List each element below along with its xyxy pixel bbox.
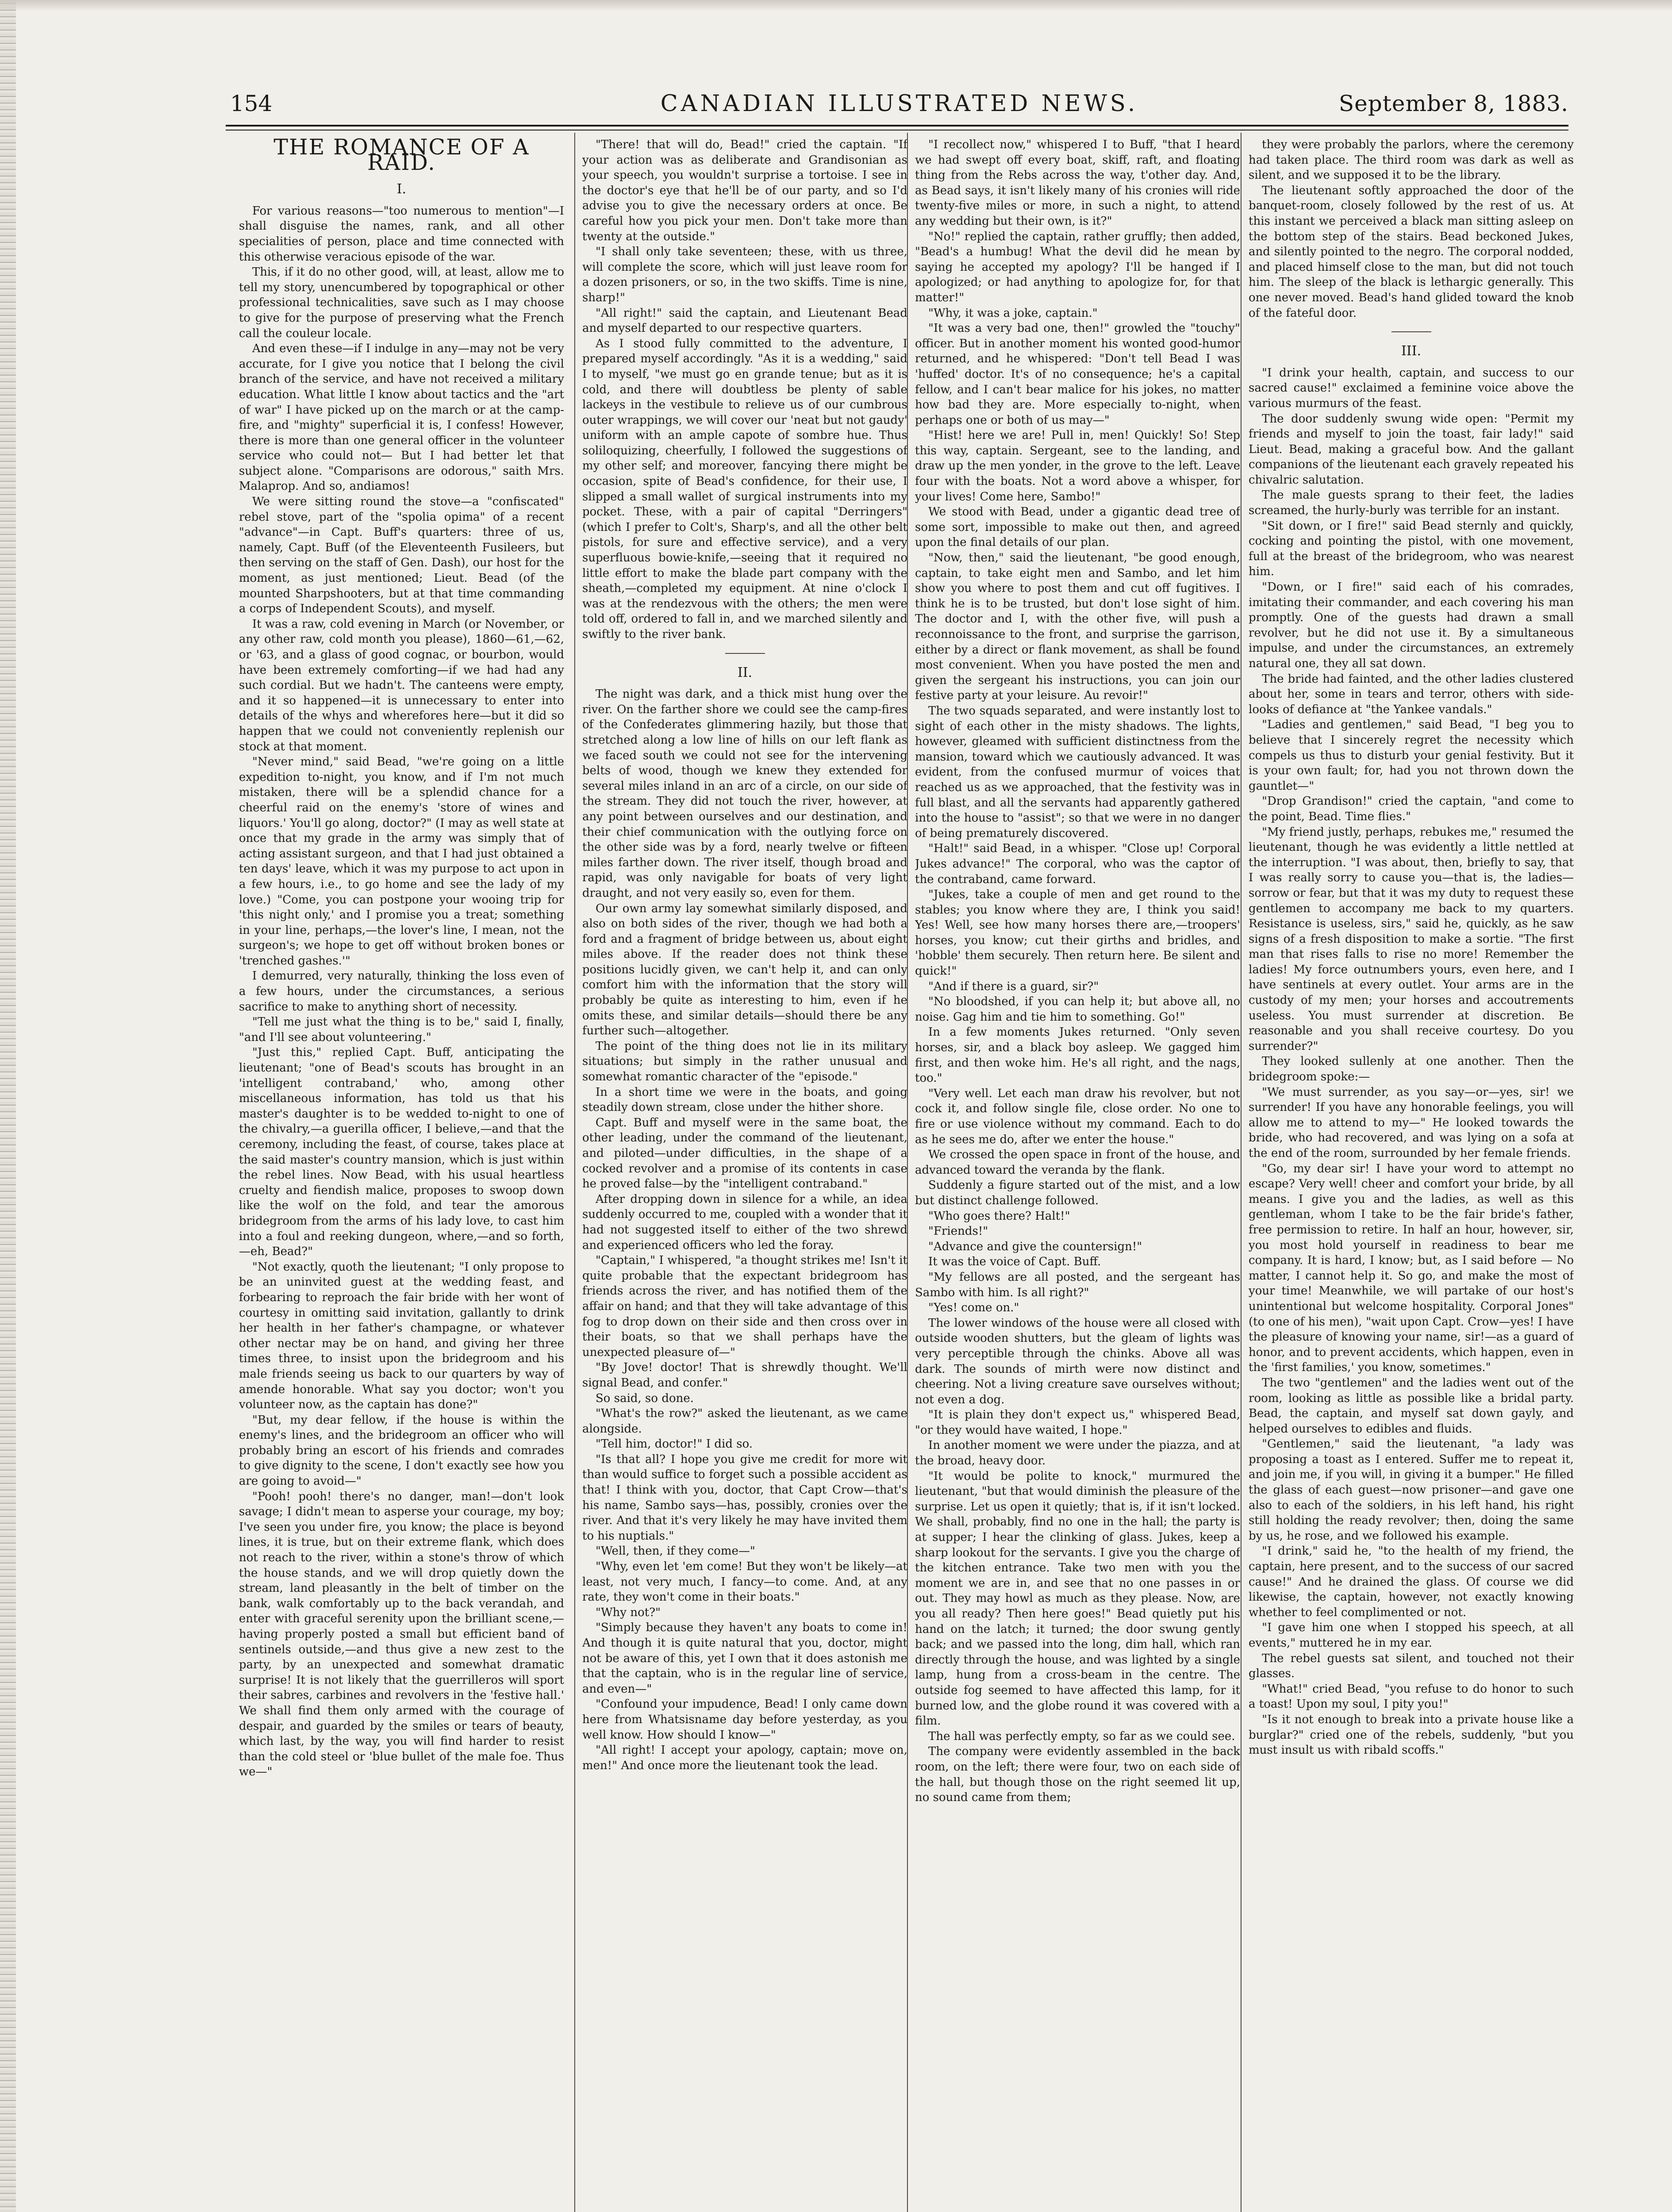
paragraph: "Not exactly, quoth the lieutenant; "I only propose to be an uninvited guest at the wedding feast, and forbearing to reproach the fair bride with her wont of courtesy in omitting said invitation, gallantly to drink her health in her father's champagne, or whatever other nectar may be on hand, and giving her three times three, to insist upon the bridegroom and his male friends seeing us back to our quarters by way of amende honorable. What say you doctor; won't you volunteer now, as the captain has done?" <box>239 1260 564 1412</box>
paragraph: "Pooh! pooh! there's no danger, man!—don't look savage; I didn't mean to asperse your courage, my boy; I've seen you under fire, you know; the place is beyond lines, it is true, but on their extreme flank, which does not reach to the river, within a stone's throw of which the house stands, and we will drop quietly down the stream, land pleasantly in the belt of timber on the bank, walk comfortably up to the back verandah, and enter with graceful serenity upon the brilliant scene,—having properly posted a small but efficient band of sentinels outside,—and thus give a new zest to the party, by an unexpected and somewhat dramatic surprise! It is not likely that the guerrilleros will sport their sabres, carbines and revolvers in the 'festive hall.' We shall find them only armed with the courage of despair, and guarded by the smiles or tears of beauty, which last, by the way, you will find harder to resist than the cold steel or 'blue bullet of the male foe. Thus we—" <box>239 1490 564 1779</box>
paragraph: We were sitting round the stove—a "confiscated" rebel stove, part of the "spolia opima" of a recent "advance"—in Capt. Buff's quarters: three of us, namely, Capt. Buff (of the Eleventeenth Fusileers, but then serving on the staff of Gen. Dash), our host for the moment, as just mentioned; Lieut. Bead (of the mounted Sharpshooters, but at that time commanding a corps of Independent Scouts), and myself. <box>239 495 564 616</box>
paragraph: "Down, or I fire!" said each of his comrades, imitating their commander, and each covering his man promptly. One of the guests had drawn a small revolver, but he did not use it. By a simultaneous impulse, and under the circumstances, an extremely natural one, they all sat down. <box>1249 580 1574 670</box>
header-rule <box>226 125 1568 131</box>
section-numeral: I. <box>396 181 407 197</box>
paragraph: "Is it not enough to break into a private house like a burglar?" cried one of the rebels, suddenly, "but you must insult us with ribald scoffs." <box>1249 1713 1574 1757</box>
paragraph: "I drink your health, captain, and success to our sacred cause!" exclaimed a feminine voice above the various murmurs of the feast. <box>1249 366 1574 410</box>
paragraph: "Gentlemen," said the lieutenant, "a lady was proposing a toast as I entered. Suffer me to repeat it, and join me, if you will, in giving it a bumper." He filled the glass of each guest—now prisoner—and gave one also to each of the soldiers, in his left hand, his right still holding the ready revolver; then, doing the same by us, he rose, and we followed his example. <box>1249 1437 1574 1543</box>
paragraph: "It is plain they don't expect us," whispered Bead, "or they would have waited, I hope." <box>915 1408 1240 1437</box>
paragraph: "Captain," I whispered, "a thought strikes me! Isn't it quite probable that the expectant bridegroom has friends across the river, and has notified them of the affair on hand; and that they will take advantage of this fog to drop down on their side and then cross over in their boats, so that we shall perhaps have the unexpected pleasure of—" <box>582 1254 907 1359</box>
paragraph: "Go, my dear sir! I have your word to attempt no escape? Very well! cheer and comfort your bride, by all means. I give you and the ladies, as well as this gentleman, whom I take to be the fair bride's father, free permission to retire. In half an hour, however, sir, you most hold yourself in readiness to bear me company. It is hard, I know; but, as I said before — No matter, I cannot help it. So go, and make the most of your time! Meanwhile, we will partake of our host's unintentional but welcome hospitality. Corporal Jones" (to one of his men), "wait upon Capt. Crow—yes! I have the pleasure of knowing your name, sir!—as a guard of honor, and to prevent accidents, which happen, even in the 'first families,' you know, sometimes." <box>1249 1162 1574 1375</box>
paragraph: As I stood fully committed to the adventure, I prepared myself accordingly. "As it is a wedding," said I to myself, "we must go en grande tenue; but as it is cold, and there will doubtless be plenty of sable lackeys in the vestibule to relieve us of our cumbrous outer wrappings, we will cover our 'neat but not gaudy' uniform with an ample capote of sombre hue. Thus soliloquizing, cheerfully, I followed the suggestions of my other self; and moreover, fancying there might be occasion, spite of Bead's confidence, for their use, I slipped a small wallet of surgical instruments into my pocket. These, with a pair of capital "Derringers" (which I prefer to Colt's, Sharp's, and all the other belt pistols, for sure and effective service), and a very superfluous bowie-knife,—seeing that it required no little effort to make the blade part company with the sheath,—completed my equipment. At nine o'clock I was at the rendezvous with the others; the men were told off, ordered to fall in, and we marched silently and swiftly to the river bank. <box>582 337 907 641</box>
paragraph: "I gave him one when I stopped his speech, at all events," muttered he in my ear. <box>1249 1621 1574 1650</box>
paragraph: The two "gentlemen" and the ladies went out of the room, looking as little as possible like a bridal party. Bead, the captain, and myself sat down gayly, and helped ourselves to edibles and fluids. <box>1249 1376 1574 1436</box>
paragraph: "Advance and give the countersign!" <box>928 1240 1142 1253</box>
paragraph: "But, my dear fellow, if the house is within the enemy's lines, and the bridegroom an officer who will probably bring an escort of his friends and comrades to give dignity to the scene, I don't exactly see how you are going to avoid—" <box>239 1413 564 1488</box>
text-column-4 <box>1249 137 1574 2212</box>
paragraph: "No bloodshed, if you can help it; but above all, no noise. Gag him and tie him to something. Go!" <box>915 995 1240 1024</box>
paragraph: They looked sullenly at one another. Then the bridegroom spoke:— <box>1249 1055 1574 1084</box>
paragraph: "Why not?" <box>596 1605 661 1619</box>
issue-date: September 8, 1883. <box>1338 91 1568 116</box>
paragraph: The lower windows of the house were all closed with outside wooden shutters, but the gleam of lights was very perceptible through the chinks. Above all was dark. The sounds of mirth were now distinct and cheering. Not a living creature save ourselves without; not even a dog. <box>915 1316 1240 1406</box>
paragraph: We crossed the open space in front of the house, and advanced toward the veranda by the flank. <box>915 1148 1240 1177</box>
paragraph: In a few moments Jukes returned. "Only seven horses, sir, and a black boy asleep. We gagged him first, and then woke him. He's all right, and the nags, too." <box>915 1025 1240 1085</box>
paragraph: "We must surrender, as you say—or—yes, sir! we surrender! If you have any honorable feelings, you will allow me to attend to my—" He looked towards the bride, who had recovered, and was lying on a sofa at the end of the room, surrounded by her female friends. <box>1249 1085 1574 1160</box>
paragraph: The company were evidently assembled in the back room, on the left; there were four, two on each side of the hall, but though those on the right seemed lit up, no sound came from them; <box>915 1745 1240 1805</box>
paragraph: I demurred, very naturally, thinking the loss even of a few hours, under the circumstances, a serious sacrifice to make to anything short of necessity. <box>239 969 564 1014</box>
paragraph: "Drop Grandison!" cried the captain, "and come to the point, Bead. Time flies." <box>1249 795 1574 823</box>
paragraph: So said, so done. <box>596 1391 694 1405</box>
paragraph: "My friend justly, perhaps, rebukes me," resumed the lieutenant, though he was evidently a little nettled at the interruption. "I was about, then, briefly to say, that I was really sorry to cause you—that is, the ladies—sorrow or fear, but that it was my duty to request these gentlemen to accompany me back to my quarters. Resistance is useless, sirs," said he, quickly, as he saw signs of a fresh disposition to make a sortie. "The first man that rises falls to rise no more! Remember the ladies! My force outnumbers yours, even here, and I have sentinels at every outlet. Your arms are in the custody of my men; your horses and accoutrements useless. You must surrender at discretion. Be reasonable and you shall receive courtesy. Do you surrender?" <box>1249 825 1574 1053</box>
paragraph: "Very well. Let each man draw his revolver, but not cock it, and follow single file, close order. No one to fire or use violence without my command. Each to do as he sees me do, after we enter the house." <box>915 1087 1240 1146</box>
paragraph: "Tell him, doctor!" I did so. <box>596 1437 753 1451</box>
paragraph: The hall was perfectly empty, so far as we could see. <box>928 1729 1235 1743</box>
scan-top-edge <box>0 0 1672 12</box>
paragraph: "By Jove! doctor! That is shrewdly thought. We'll signal Bead, and confer." <box>582 1361 907 1390</box>
paragraph: "Halt!" said Bead, in a whisper. "Close up! Corporal Jukes advance!" The corporal, who was the captor of the contraband, came forward. <box>915 842 1240 886</box>
paragraph: "Who goes there? Halt!" <box>928 1209 1070 1223</box>
paragraph: "All right!" said the captain, and Lieutenant Bead and myself departed to our respective quarters. <box>582 306 907 335</box>
paragraph: Capt. Buff and myself were in the same boat, the other leading, under the command of the lieutenant, and piloted—under difficulties, in the shape of a cocked revolver and a promise of its contents in case he proved false—by the "intelligent contraband." <box>582 1116 907 1191</box>
paragraph: This, if it do no other good, will, at least, allow me to tell my story, unencumbered by topographical or other professional technicalities, save such as I may choose to give for the purpose of preserving what the French call the couleur locale. <box>239 265 564 340</box>
paragraph: "Tell me just what the thing is to be," said I, finally, "and I'll see about volunteering." <box>239 1015 564 1044</box>
paper-title: CANADIAN ILLUSTRATED NEWS. <box>660 91 1138 117</box>
paragraph: "Just this," replied Capt. Buff, anticipating the lieutenant; "one of Bead's scouts has brought in an 'intelligent contraband,' who, among other miscellaneous information, has told us that his master's daughter is to be wedded to-night to one of the chivalry,—a guerilla officer, I believe,—and that the ceremony, including the feast, of course, takes place at the said master's country mansion, which is just within the rebel lines. Now Bead, with his usual heartless cruelty and fiendish malice, proposes to swoop down like the wolf on the fold, and tear the amorous bridegroom from the arms of his lady love, to cast him into a foul and reeking dungeon, where,—and so forth,—eh, Bead?" <box>239 1046 564 1259</box>
paragraph: "All right! I accept your apology, captain; move on, men!" And once more the lieutenant took the lead. <box>582 1743 907 1772</box>
paragraph: they were probably the parlors, where the ceremony had taken place. The third room was dark as well as silent, and we supposed it to be the library. <box>1249 138 1574 182</box>
paragraph: "Friends!" <box>928 1225 988 1238</box>
section-numeral: III. <box>1401 343 1422 359</box>
paragraph: "It was a very bad one, then!" growled the "touchy" officer. But in another moment his wonted good-humor returned, and he whispered: "Don't tell Bead I was 'huffed' doctor. It's of no consequence; he's a capital fellow, and I can't bear malice for his jokes, no matter how bad they are. More especially to-night, when perhaps one or both of us may—" <box>915 322 1240 427</box>
paragraph: "Never mind," said Bead, "we're going on a little expedition to-night, you know, and if I'm not much mistaken, there will be a splendid chance for a cheerful raid on the enemy's 'store of wines and liquors.' You'll go along, doctor?" (I may as well state at once that my grade in the army was simply that of acting assistant surgeon, and that I had just obtained a ten days' leave, which it was my purpose to act upon in a few hours, i.e., to go home and see the lady of my love.) "Come, you can postpone your wooing trip for 'this night only,' and I promise you a treat; something in your line, perhaps,—the lover's line, I mean, not the surgeon's; we hope to get off without broken bones or 'trenched gashes.'" <box>239 755 564 968</box>
paragraph: "Jukes, take a couple of men and get round to the stables; you know where they are, I think you said! Yes! Well, see how many horses there are,—troopers' horses, you know; cut their girths and bridles, and 'hobble' them securely. Then return here. Be silent and quick!" <box>915 888 1240 978</box>
paragraph: Our own army lay somewhat similarly disposed, and also on both sides of the river, though we had both a ford and a fragment of bridge between us, about eight miles above. If the reader does not think these positions lucidly given, we can't help it, and can only comfort him with the information that the story will probably be quite as interesting to him, even if he omits these, and similar details—should there be any further such—altogether. <box>582 902 907 1038</box>
paragraph: "There! that will do, Bead!" cried the captain. "If your action was as deliberate and Grandisonian as your speech, you wouldn't surprise a tortoise. I see in the doctor's eye that he'll be of our party, and so I'd advise you to give the necessary orders at once. Be careful how you pick your men. Don't take more than twenty at the outside." <box>582 138 907 243</box>
section-divider <box>725 653 765 654</box>
text-column-1 <box>239 137 564 2212</box>
paragraph: "Well, then, if they come—" <box>596 1544 755 1558</box>
paragraph: It was the voice of Capt. Buff. <box>928 1255 1101 1269</box>
column-divider <box>574 133 575 2212</box>
paragraph: "Sit down, or I fire!" said Bead sternly and quickly, cocking and pointing the pistol, with one movement, full at the breast of the bridegroom, who was nearest him. <box>1249 519 1574 579</box>
paragraph: The two squads separated, and were instantly lost to sight of each other in the misty shadows. The lights, however, gleamed with sufficient distinctness from the mansion, toward which we cautiously advanced. It was evident, from the confused murmur of voices that reached us as we approached, that the festivity was in full blast, and all the servants had apparently gathered into the house to "assist"; so that we were in no danger of being prematurely discovered. <box>915 704 1240 840</box>
column-divider <box>1241 133 1242 2212</box>
paragraph: "Now, then," said the lieutenant, "be good enough, captain, to take eight men and Sambo, and let him show you where to post them and cut off fugitives. I think he is to be trusted, but don't lose sight of him. The doctor and I, with the other five, will push a reconnoissance to the front, and surprise the garrison, either by a direct or flank movement, as shall be found most convenient. When you have posted the men and given the sergeant his instructions, you can join our festive party at your leisure. Au revoir!" <box>915 551 1240 703</box>
paragraph: "Simply because they haven't any boats to come in! And though it is quite natural that you, doctor, might not be aware of this, yet I own that it does astonish me that the captain, who is in the regular line of service, and even—" <box>582 1621 907 1696</box>
section-divider <box>1391 331 1431 332</box>
paragraph: In a short time we were in the boats, and going steadily down stream, close under the hither shore. <box>582 1085 907 1114</box>
paragraph: "Yes! come on." <box>928 1301 1019 1315</box>
paragraph: It was a raw, cold evening in March (or November, or any other raw, cold month you please), 1860—61,—62, or '63, and a glass of good cognac, or bourbon, would have been extremely comforting—if we had had any such cordial. But we hadn't. The canteens were empty, and it so happened—it is unnecessary to enter into details of the whys and wherefores here—but it did so happen that we could not conveniently replenish our stock at that moment. <box>239 617 564 753</box>
paragraph: "I recollect now," whispered I to Buff, "that I heard we had swept off every boat, skiff, raft, and floating thing from the Rebs across the way, t'other day. And, as Bead says, it isn't likely many of his cronies will ride twenty-five miles or more, in such a night, to attend any wedding but their own, is it?" <box>915 138 1240 228</box>
paragraph: The male guests sprang to their feet, the ladies screamed, the hurly-burly was terrible for an instant. <box>1249 488 1574 518</box>
paragraph: And even these—if I indulge in any—may not be very accurate, for I give you notice that I belong the civil branch of the service, and have not received a military education. What little I know about tactics and the "art of war" I have picked up on the march or at the camp-fire, and "mighty" superficial it is, I confess! However, there is more than one general officer in the volunteer service who could not— But I had better let that subject alone. "Comparisons are odorous," saith Mrs. Malaprop. And so, andiamos! <box>239 342 564 493</box>
paragraph: The rebel guests sat silent, and touched not their glasses. <box>1249 1651 1574 1681</box>
paragraph: Suddenly a figure started out of the mist, and a low but distinct challenge followed. <box>915 1179 1240 1207</box>
paragraph: The point of the thing does not lie in its military situations; but simply in the rather unusual and somewhat romantic character of the "episode." <box>582 1039 907 1084</box>
paragraph: "Is that all? I hope you give me credit for more wit than would suffice to forget such a possible accident as that! I think with you, doctor, that Capt Crow—that's his name, Sambo says—has, possibly, cronies over the river. And that it's very likely he may have invited them to his nuptials." <box>582 1452 907 1543</box>
scan-binding-edge <box>0 0 16 2212</box>
paragraph: "No!" replied the captain, rather gruffly; then added, "Bead's a humbug! What the devil did he mean by saying he accepted my apology? I'll be hanged if I apologized; or had anything to apologize for, for that matter!" <box>915 230 1240 304</box>
paragraph: "It would be polite to knock," murmured the lieutenant, "but that would diminish the pleasure of the surprise. Let us open it quietly; that is, if it isn't locked. We shall, probably, find no one in the hall; the party is at supper; I hear the clinking of glass. Jukes, keep a sharp lookout for the servants. I give you the charge of the kitchen entrance. Take two men with you the moment we are in, and see that no one passes in or out. They may howl as much as they please. Now, are you all ready? Then here goes!" Bead quietly put his hand on the latch; it turned; the door swung gently back; and we passed into the long, dim hall, which ran directly through the house, and was lighted by a single lamp, hung from a cross-beam in the centre. The outside fog seemed to have affected this lamp, for it burned low, and the globe round it was covered with a film. <box>915 1469 1240 1728</box>
paragraph: The door suddenly swung wide open: "Permit my friends and myself to join the toast, fair lady!" said Lieut. Bead, making a graceful bow. And the gallant companions of the lieutenant each gravely repeated his chivalric salutation. <box>1249 412 1574 487</box>
paragraph: "And if there is a guard, sir?" <box>928 979 1099 993</box>
section-numeral: II. <box>737 664 753 680</box>
paragraph: "Ladies and gentlemen," said Bead, "I beg you to believe that I sincerely regret the necessity which compels us thus to disturb your genial festivity. But it is your own fault; for, had you not thrown down the gauntlet—" <box>1249 718 1574 793</box>
paragraph: "Why, even let 'em come! But they won't be likely—at least, not very much, I fancy—to come. And, at any rate, they won't come in their boats." <box>582 1560 907 1604</box>
paragraph: "Hist! here we are! Pull in, men! Quickly! So! Step this way, captain. Sergeant, see to the landing, and draw up the men yonder, in the grove to the left. Leave four with the boats. Not a word above a whisper, for your lives! Come here, Sambo!" <box>915 429 1240 503</box>
paragraph: For various reasons—"too numerous to mention"—I shall disguise the names, rank, and all other specialities of person, place and time connected with this otherwise veracious episode of the war. <box>239 204 564 264</box>
paragraph: "Why, it was a joke, captain." <box>928 306 1098 320</box>
page-number: 154 <box>230 91 273 116</box>
paragraph: The lieutenant softly approached the door of the banquet-room, closely followed by the rest of us. At this instant we perceived a black man sitting asleep on the bottom step of the stairs. Bead beckoned Jukes, and silently pointed to the negro. The corporal nodded, and placed himself close to the man, but did not touch him. The sleep of the black is lethargic generally. This one never moved. Bead's hand glided toward the knob of the fateful door. <box>1249 184 1574 320</box>
text-column-2 <box>582 137 907 2212</box>
paragraph: "I shall only take seventeen; these, with us three, will complete the score, which will just leave room for a dozen prisoners, or so, in the two skiffs. Time is nine, sharp!" <box>582 245 907 304</box>
story-title: THE ROMANCE OF A RAID. <box>273 137 530 175</box>
paragraph: In another moment we were under the piazza, and at the broad, heavy door. <box>915 1439 1240 1468</box>
paragraph: We stood with Bead, under a gigantic dead tree of some sort, impossible to make out then, and agreed upon the final details of our plan. <box>915 505 1240 549</box>
paragraph: After dropping down in silence for a while, an idea suddenly occurred to me, coupled with a wonder that it had not suggested itself to either of the two shrewd and experienced officers who led the foray. <box>582 1192 907 1252</box>
paragraph: The bride had fainted, and the other ladies clustered about her, some in tears and terror, others with side-looks of defiance at "the Yankee vandals." <box>1249 672 1574 716</box>
paragraph: "What!" cried Bead, "you refuse to do honor to such a toast! Upon my soul, I pity you!" <box>1249 1682 1574 1711</box>
paragraph: The night was dark, and a thick mist hung over the river. On the farther shore we could see the camp-fires of the Confederates glimmering hazily, but those that stretched along a low line of hills on our left flank as we faced south we could not see for the intervening belts of wood, though we knew they extended for several miles inland in an arc of a circle, on our side of the stream. They did not touch the river, however, at any point between ourselves and our destination, and their chief communication with the outlying force on the other side was by a ford, nearly twelve or fifteen miles farther down. The river itself, though broad and rapid, was only navigable for boats of very light draught, and not very easily so, even for them. <box>582 687 907 900</box>
paragraph: "My fellows are all posted, and the sergeant has Sambo with him. Is all right?" <box>915 1270 1240 1299</box>
paragraph: "Confound your impudence, Bead! I only came down here from Whatsisname day before yesterday, as you well know. How should I know—" <box>582 1697 907 1742</box>
text-column-3 <box>915 137 1240 2212</box>
page-header <box>230 91 1568 118</box>
paragraph: "What's the row?" asked the lieutenant, as we came alongside. <box>582 1407 907 1436</box>
paragraph: "I drink," said he, "to the health of my friend, the captain, here present, and to the success of our sacred cause!" And he drained the glass. Of course we did likewise, the captain, however, not exactly knowing whether to feel complimented or not. <box>1249 1544 1574 1619</box>
